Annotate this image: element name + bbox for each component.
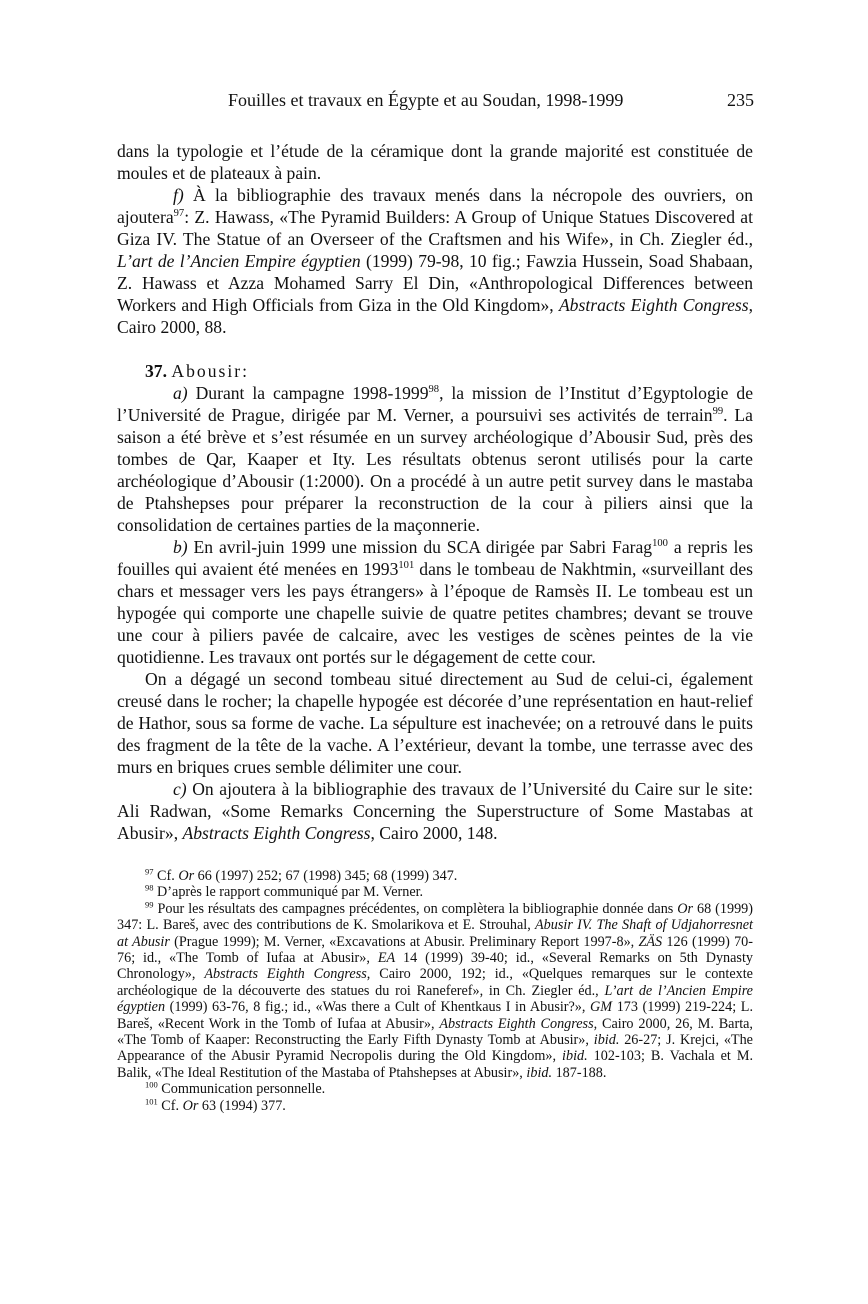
paragraph-pottery: dans la typologie et l’étude de la céramique dont la grande majorité est constituée de moules et de plateaux à pain. — [117, 141, 753, 183]
footnote-number: 99 — [145, 899, 154, 910]
footnote-101: $^{101}$ Cf. Or 63 (1994) 377. — [145, 1095, 286, 1114]
page-number: 235 — [727, 90, 754, 110]
footnote-98: $^{98}$ D’après le rapport communiqué par M. Verner. — [145, 882, 424, 901]
running-title: Fouilles et travaux en Égypte et au Soudan, 1998-1999 — [228, 90, 624, 110]
footnote-ref-100[interactable]: 100 — [652, 538, 668, 550]
paragraph-second-tomb: On a dégagé un second tombeau situé directement au Sud de celui-ci, également creusé dans le rocher; la chapelle hypogée est décorée d’une représentation en haut-relief de Hathor, sous sa forme de vache. La sépulture est inachevée; on a retrouvé dans le puits des fragment de la tête de la vache. A l’extérieur, devant la tombe, une terrasse avec des murs en briques crues semble délimiter une cour. — [117, 669, 753, 777]
footnote-ref-98[interactable]: 98 — [428, 384, 440, 396]
paragraph-a: a) Durant la campagne 1998-1999$^{98}$, la mission de l’Institut d’Egyptologie de l’Université de Prague, dirigée par M. Verner, a poursuivi ses activités de terrain$^{99}$. La saison a été brève et s’est résumée en un survey archéologique d’Abousir Sud, près des tombes de Qar, Kaaper et Ity. Les résultats obtenus seront utilisés pour la carte archéologique d’Abousir (1:2000). On a procédé à un autre petit survey dans le mastaba de Ptahshepses pour préparer la reconstruction de la cour à piliers ainsi que la consolidation de certaines parties de la maçonnerie. — [117, 383, 753, 535]
footnote-ref-101[interactable]: 101 — [398, 560, 415, 572]
item-label: b) — [173, 537, 188, 557]
section-title: Abousir: — [171, 361, 249, 381]
footnotes — [117, 868, 753, 1114]
footnote-99: $^{99}$ Pour les résultats des campagnes précédentes, on complètera la bibliographie donnée dans Or 68 (1999) 347: L. Bareš, avec des contributions de K. Smolarikova et E. Strouhal, Abusir IV. The Shaft of Udjahorresnet at Abusir (Prague 1999); M. Verner, «Excavations at Abusir. Preliminary Report 1997-8», ZÄS 126 (1999) 70-76; id., «The Tomb of Iufaa at Abusir», EA 14 (1999) 39-40; id., «Several Remarks on 5th Dynasty Chronology», Abstracts Eighth Congress, Cairo 2000, 192; id., «Quelques remarques sur le contexte archéologique de la découverte des statues du roi Raneferef», in Ch. Ziegler éd., L’art de l’Ancien Empire égyptien (1999) 63-76, 8 fig.; id., «Was there a Cult of Khentkaus I in Abusir?», GM 173 (1999) 219-224; L. Bareš, «Recent Work in the Tomb of Iufaa at Abusir», Abstracts Eighth Congress, Cairo 2000, 26, M. Barta, «The Tomb of Kaaper: Reconstructing the Early Fifth Dynasty Tomb at Abusir», ibid. 26-27; J. Krejci, «The Appearance of the Abusir Pyramid Necropolis during the Old Kingdom», ibid. 102-103; B. Vachala et M. Balik, «The Ideal Restitution of the Mastaba of Ptahshepses at Abusir», ibid. 187-188. — [117, 899, 754, 1081]
footnote-ref-97[interactable]: 97 — [173, 208, 185, 220]
footnote-97: $^{97}$ Cf. Or 66 (1997) 252; 67 (1998) 345; 68 (1999) 347. — [145, 866, 458, 884]
footnote-100: $^{100}$ Communication personnelle. — [145, 1079, 326, 1098]
paragraph-f: f) À la bibliographie des travaux menés dans la nécropole des ouvriers, on ajoutera$^{97}$: Z. Hawass, «The Pyramid Builders: A Group of Unique Statues Discovered at Giza IV. The Statue of an Overseer of the Craftsmen and his Wife», in Ch. Ziegler éd., L’art de l’Ancien Empire égyptien (1999) 79-98, 10 fig.; Fawzia Hussein, Soad Shabaan, Z. Hawass et Azza Mohamed Sarry El Din, «Anthropological Differences between Workers and High Officials from Giza in the Old Kingdom», Abstracts Eighth Congress, Cairo 2000, 88. — [117, 185, 754, 337]
item-label: f) — [173, 185, 184, 205]
item-label: c) — [173, 779, 187, 799]
footnote-number: 100 — [145, 1079, 158, 1090]
item-label: a) — [173, 383, 188, 403]
main-text — [117, 140, 753, 844]
footnote-number: 97 — [145, 866, 154, 877]
footnote-number: 101 — [145, 1095, 158, 1106]
paragraph-c: c) On ajoutera à la bibliographie des travaux de l’Université du Caire sur le site: Ali Radwan, «Some Remarks Concerning the Superstructure of Some Mastabas at Abusir», Abstracts Eighth Congress, Cairo 2000, 148. — [117, 779, 753, 843]
paragraph-b: b) En avril-juin 1999 une mission du SCA dirigée par Sabri Farag$^{100}$ a repris les fouilles qui avaient été menées en 1993$^{101}$ dans le tombeau de Nakhtmin, «surveillant des chars et messager vers les pays étrangers» à l’époque de Ramsès II. Le tombeau est un hypogée qui comporte une chapelle suivie de quatre petites chambres; devant se trouve une cour à piliers pavée de calcaire, avec les vestiges de scènes peintes de la vie quotidienne. Les travaux ont portés sur le dégagement de cette cour. — [117, 537, 754, 667]
footnote-ref-99[interactable]: 99 — [712, 406, 724, 418]
footnote-number: 98 — [145, 882, 154, 893]
section-heading-abousir — [145, 360, 753, 382]
section-number: 37. — [145, 361, 167, 381]
page-header — [0, 90, 868, 116]
